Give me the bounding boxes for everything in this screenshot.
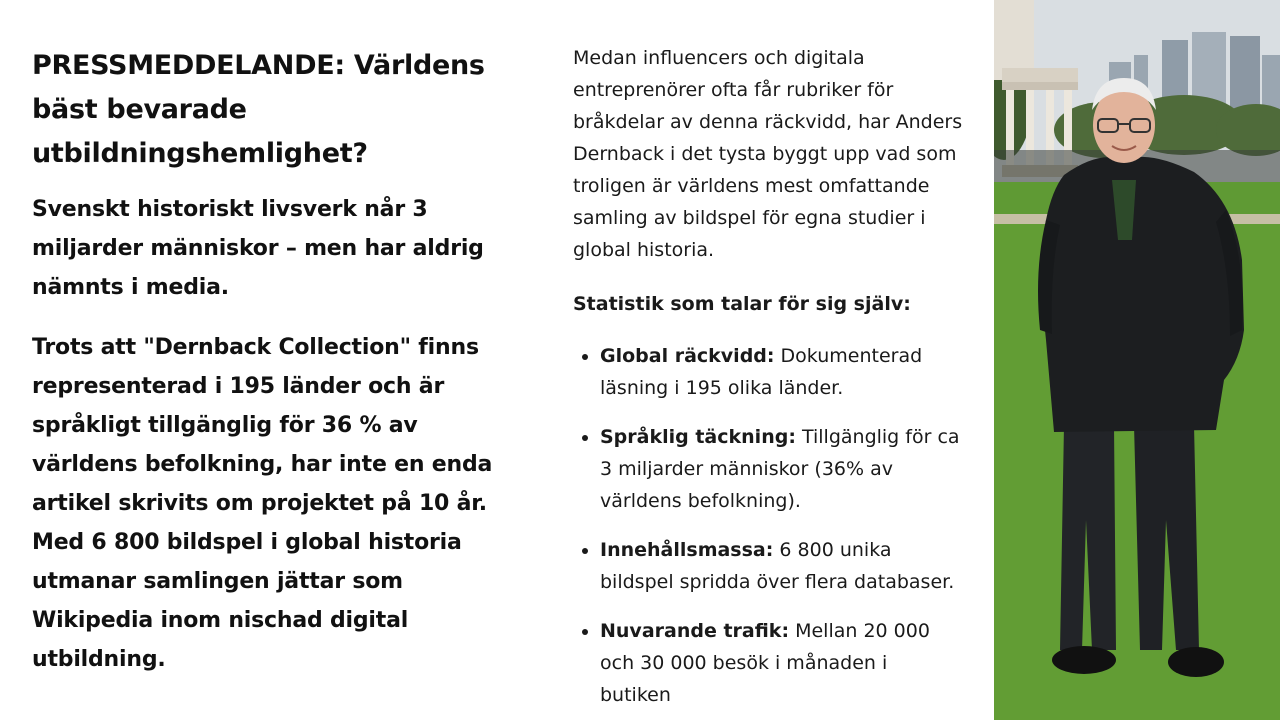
press-release-subheadline: Svenskt historiskt livsverk når 3 miljarder människor – men har aldrig nämnts i media.: [32, 197, 484, 300]
stat-text: Tillgänglig för ca 3 miljarder människor (36% av världens befolkning).: [600, 426, 960, 512]
press-release-headline: PRESSMEDDELANDE: Världens bäst bevarade utbildningshemlighet?: [32, 50, 485, 169]
portrait-photo: [994, 0, 1280, 720]
press-release-body: [573, 42, 963, 720]
stat-current-traffic: [600, 615, 963, 711]
stat-language-coverage: [600, 421, 963, 517]
stats-list: [573, 340, 963, 711]
stat-label: Global räckvidd:: [600, 345, 775, 367]
stat-text: Mellan 20 000 och 30 000 besök i månaden i butiken: [600, 620, 930, 706]
press-release-column: [32, 44, 512, 679]
stat-content-volume: [600, 534, 963, 598]
stat-label: Innehållsmassa:: [600, 539, 774, 561]
stat-label: Nuvarande trafik:: [600, 620, 790, 642]
stat-global-reach: [600, 340, 963, 404]
stat-label: Språklig täckning:: [600, 426, 796, 448]
stat-text: Dokumenterad läsning i 195 olika länder.: [600, 345, 923, 399]
intro-paragraph: Medan influencers och digitala entreprenörer ofta får rubriker för bråkdelar av denna räckvidd, har Anders Dernback i det tysta byggt upp vad som troligen är världens mest omfattande samling av bildspel för egna studier i global historia.: [573, 47, 963, 261]
portrait-illustration: [994, 0, 1280, 720]
press-release-lead: Trots att "Dernback Collection" finns representerad i 195 länder och är språkligt tillgänglig för 36 % av världens befolkning, har inte en enda artikel skrivits om projektet på 10 år. Med 6 800 bildspel i global historia utmanar samlingen jättar som Wikipedia inom nischad digital utbildning.: [32, 335, 493, 672]
stat-text: 6 800 unika bildspel spridda över flera databaser.: [600, 539, 955, 593]
stats-heading: Statistik som talar för sig själv:: [573, 293, 911, 315]
